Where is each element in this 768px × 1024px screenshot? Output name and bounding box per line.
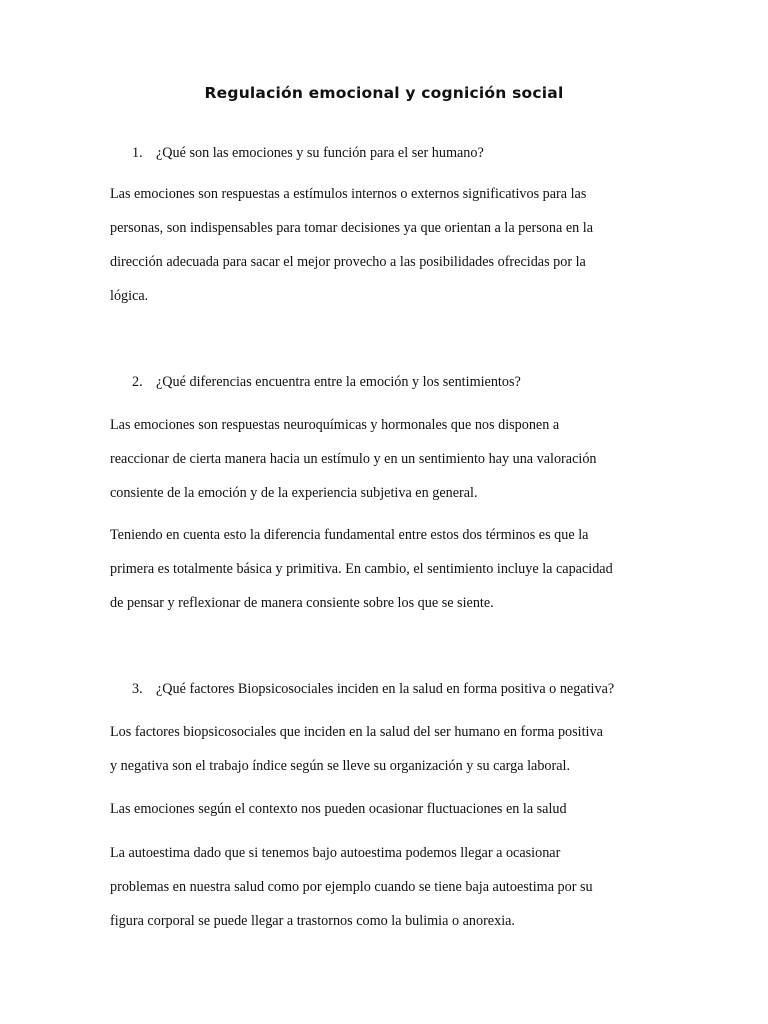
question-2-number: 2. [132, 374, 143, 390]
answer-3c-line: figura corporal se puede llegar a trastornos como la bulimia o anorexia. [110, 913, 515, 929]
answer-3a [110, 715, 670, 783]
answer-2b [110, 518, 670, 620]
answer-3b-line: Las emociones según el contexto nos pueden ocasionar fluctuaciones en la salud [110, 801, 567, 817]
answer-3a-line: y negativa son el trabajo índice según se lleve su organización y su carga laboral. [110, 758, 571, 774]
answer-1 [110, 177, 670, 313]
answer-3a-line: Los factores biopsicosociales que inciden en la salud del ser humano en forma positiva [110, 724, 603, 740]
question-2-text: ¿Qué diferencias encuentra entre la emoción y los sentimientos? [156, 374, 521, 390]
answer-1-line: personas, son indispensables para tomar decisiones ya que orientan a la persona en la [110, 220, 594, 236]
answer-3b [110, 792, 670, 826]
question-3 [132, 679, 614, 699]
answer-3c [110, 836, 670, 938]
question-1-number: 1. [132, 145, 143, 161]
answer-2b-line: Teniendo en cuenta esto la diferencia fundamental entre estos dos términos es que la [110, 527, 589, 543]
answer-2a-line: Las emociones son respuestas neuroquímicas y hormonales que nos disponen a [110, 417, 560, 433]
answer-1-line: lógica. [110, 288, 149, 304]
answer-2a [110, 408, 670, 510]
question-1 [132, 143, 484, 163]
question-2 [132, 372, 521, 392]
document-title: Regulación emocional y cognición social [204, 84, 564, 102]
question-1-text: ¿Qué son las emociones y su función para el ser humano? [156, 145, 484, 161]
answer-2a-line: consiente de la emoción y de la experiencia subjetiva en general. [110, 485, 478, 501]
answer-3c-line: problemas en nuestra salud como por ejemplo cuando se tiene baja autoestima por su [110, 879, 593, 895]
question-3-text: ¿Qué factores Biopsicosociales inciden en la salud en forma positiva o negativa? [156, 681, 615, 697]
answer-2b-line: primera es totalmente básica y primitiva. En cambio, el sentimiento incluye la capacidad [110, 561, 613, 577]
answer-1-line: dirección adecuada para sacar el mejor provecho a las posibilidades ofrecidas por la [110, 254, 586, 270]
answer-3c-line: La autoestima dado que si tenemos bajo autoestima podemos llegar a ocasionar [110, 845, 561, 861]
answer-1-line: Las emociones son respuestas a estímulos internos o externos significativos para las [110, 186, 587, 202]
answer-2b-line: de pensar y reflexionar de manera consiente sobre los que se siente. [110, 595, 494, 611]
answer-2a-line: reaccionar de cierta manera hacia un estímulo y en un sentimiento hay una valoración [110, 451, 597, 467]
question-3-number: 3. [132, 681, 143, 697]
